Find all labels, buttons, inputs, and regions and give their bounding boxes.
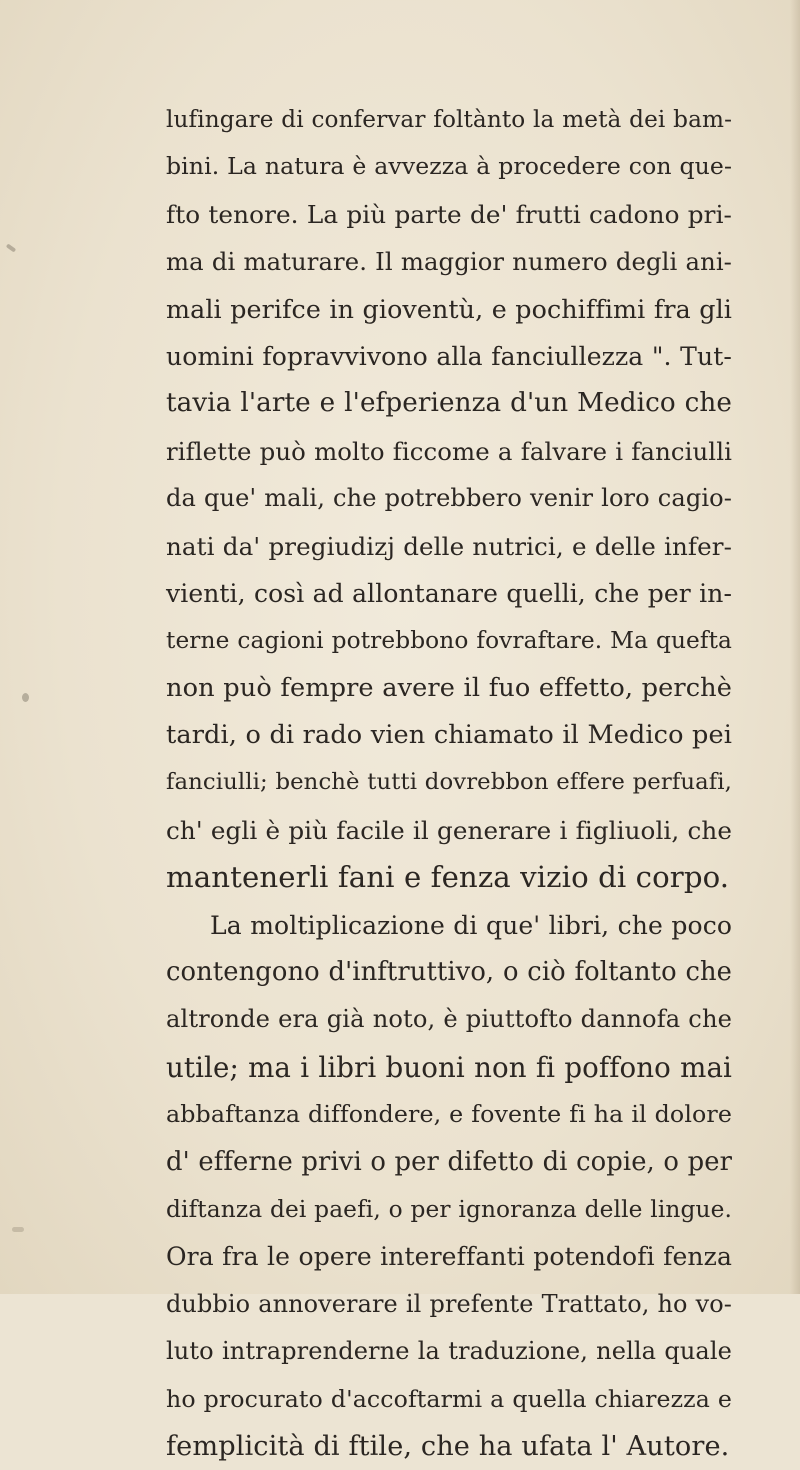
- text-line: fto tenore. La più parte de' frutti cadono pri-: [166, 199, 732, 229]
- text-line: diftanza dei paefi, o per ignoranza delle lingue.: [166, 1195, 732, 1223]
- text-line: vienti, così ad allontanare quelli, che per in-: [166, 578, 732, 608]
- text-line: terne cagioni potrebbono fovraftare. Ma quefta: [166, 627, 732, 655]
- text-line: lufingare di confervar foltànto la metà dei bam-: [166, 106, 732, 133]
- margin-ink-smudge: [12, 1227, 24, 1232]
- text-line: La moltiplicazione di que' libri, che poco: [210, 910, 732, 940]
- text-line: bini. La natura è avvezza à procedere con que-: [166, 152, 732, 181]
- text-line: luto intraprenderne la traduzione, nella quale: [166, 1337, 732, 1366]
- text-line: Ora fra le opere intereffanti potendofi fenza: [166, 1242, 732, 1272]
- text-line: dubbio annoverare il prefente Trattato, ho vo-: [166, 1289, 732, 1318]
- text-line: da que' mali, che potrebbero venir loro cagio-: [166, 484, 732, 513]
- paragraph-1: [166, 96, 732, 902]
- margin-ink-spot: [22, 693, 29, 702]
- text-line: d' efferne privi o per difetto di copie, o per: [166, 1146, 732, 1177]
- text-line: mali perifce in gioventù, e pochiffimi fra gli: [166, 293, 732, 324]
- text-line: fanciulli; benchè tutti dovrebbon effere perfuafi,: [166, 769, 732, 796]
- margin-ink-mark: [6, 243, 16, 252]
- text-line: tavia l'arte e l'efperienza d'un Medico che: [166, 388, 732, 419]
- text-line: ma di maturare. Il maggior numero degli ani-: [166, 247, 732, 277]
- text-line: utile; ma i libri buoni non fi poffono mai: [166, 1050, 732, 1084]
- text-line: femplicità di ftile, che ha ufata l' Autore.: [166, 1430, 730, 1462]
- text-line: ch' egli è più facile il generare i figliuoli, che: [166, 815, 732, 845]
- text-line: uomini fopravvivono alla fanciullezza ". Tut-: [166, 341, 732, 371]
- paragraph-2: [166, 902, 732, 1470]
- text-line: riflette può molto ficcome a falvare i fanciulli: [166, 436, 732, 466]
- text-line: tardi, o di rado vien chiamato il Medico pei: [166, 720, 732, 751]
- text-line: abbaftanza diffondere, e fovente fi ha il dolore: [166, 1100, 732, 1129]
- body-text: [166, 96, 732, 1470]
- text-line: altronde era già noto, è piuttofto dannofa che: [166, 1005, 732, 1034]
- text-line: ho procurato d'accoftarmi a quella chiarezza e: [166, 1384, 732, 1413]
- text-line: non può fempre avere il fuo effetto, perchè: [166, 672, 732, 703]
- text-line: contengono d'inftruttivo, o ciò foltanto che: [166, 957, 732, 988]
- text-line: mantenerli fani e fenza vizio di corpo.: [166, 860, 730, 895]
- text-line: nati da' pregiudizj delle nutrici, e delle infer-: [166, 531, 732, 561]
